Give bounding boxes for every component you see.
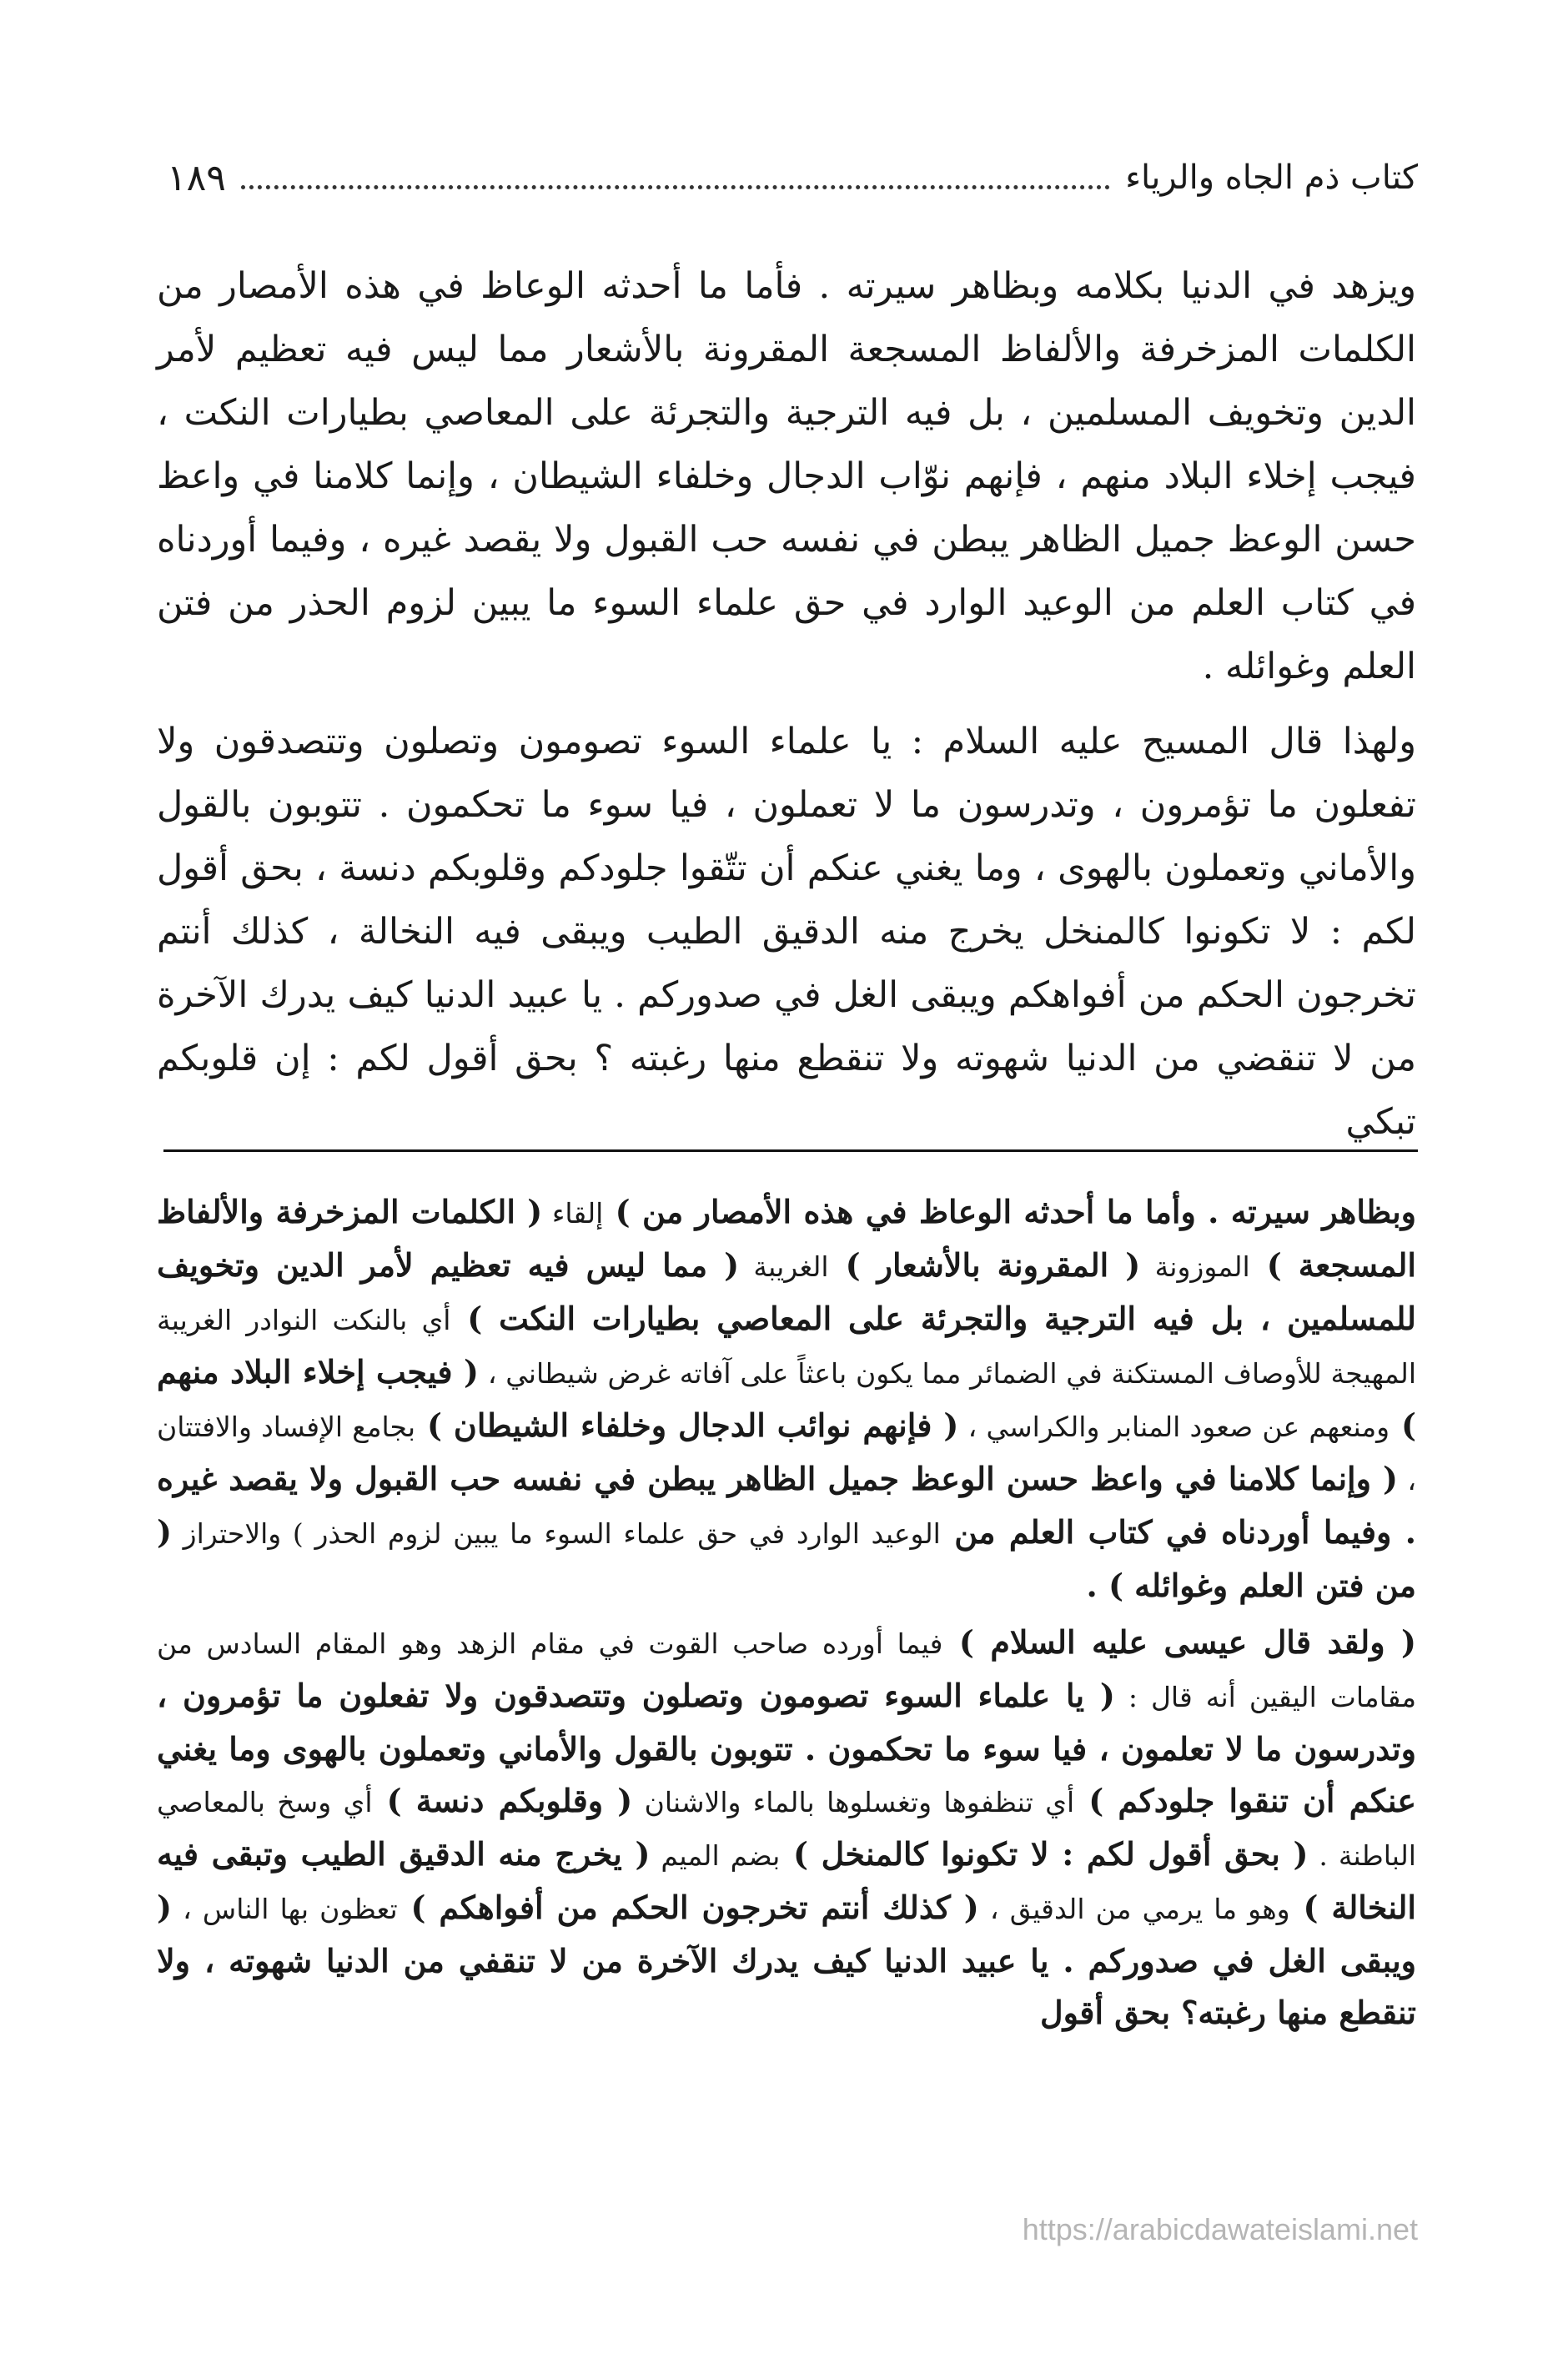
commentary-quote-segment: ( كذلك أنتم تخرجون الحكم من أفواهكم ): [397, 1889, 979, 1926]
commentary-quote-segment: ( بحق أقول لكم : لا تكونوا كالمنخل ): [780, 1835, 1309, 1873]
commentary-quote-segment: ( من فتن العلم وغوائله ) .: [157, 1513, 1416, 1604]
book-chapter-title: كتاب ذم الجاه والرياء: [1125, 158, 1418, 197]
commentary-explanation-segment: بضم الميم: [650, 1839, 781, 1872]
commentary-quote-segment: ( وقلوبكم دنسة ): [372, 1782, 633, 1819]
commentary-explanation-segment: والاحتراز: [171, 1517, 282, 1550]
commentary-paragraph-2: [157, 1617, 1416, 2039]
commentary-quote-segment: وبظاهر سيرته . وأما ما أحدثه الوعاظ في هذه الأمصار من ): [603, 1193, 1416, 1230]
page-number: ١٨٩: [167, 156, 226, 199]
commentary-quote-segment: ( يا علماء السوء تصومون وتصلون وتتصدقون ولا تفعلون ما تؤمرون ، وتدرسون ما لا تعلمون ، فيا سوء ما تحكمون . تتوبون بالقول والأماني وتعملون بالهوى وما يغني عنكم أن تنقوا جلودكم ): [157, 1677, 1416, 1819]
commentary-explanation-segment: أي وسخ بالمعاصي الباطنة .: [157, 1786, 1416, 1872]
main-paragraph-1: ويزهد في الدنيا بكلامه وبظاهر سيرته . فأما ما أحدثه الوعاظ في هذه الأمصار من الكلمات المزخرفة والألفاظ المسجعة المقرونة بالأشعار مما ليس فيه تعظيم لأمر الدين وتخويف المسلمين ، بل فيه الترجية والتجرئة على المعاصي بطيارات النكت ، فيجب إخلاء البلاد منهم ، فإنهم نوّاب الدجال وخلفاء الشيطان ، وإنما كلامنا في واعظ حسن الوعظ جميل الظاهر يبطن في نفسه حب القبول ولا يقصد غيره ، وفيما أوردناه في كتاب العلم من الوعيد الوارد في حق علماء السوء ما يبين لزوم الحذر من فتن العلم وغوائله .: [157, 265, 1416, 687]
commentary-explanation-segment: الوعيد الوارد في حق علماء السوء ما يبين لزوم الحذر ): [281, 1517, 941, 1550]
commentary-explanation-segment: أي بالنكت النوادر الغريبة المهيجة للأوصاف المستكنة في الضمائر مما يكون باعثاً على آفاته غرض شيطاني ،: [157, 1304, 1416, 1390]
commentary-explanation-segment: إلقاء: [542, 1197, 604, 1230]
running-header: [167, 148, 1418, 207]
commentary-explanation-segment: الموزونة: [1140, 1250, 1250, 1283]
commentary-paragraph-1: [157, 1186, 1416, 1612]
commentary-block: [157, 1186, 1416, 2039]
main-text-block: [157, 254, 1416, 1154]
commentary-quote-segment: ( وإنما كلامنا في واعظ حسن الوعظ جميل الظاهر يبطن في نفسه حب القبول ولا يقصد غيره . وفيما أوردناه في كتاب العلم من: [157, 1460, 1416, 1551]
footnote-divider: [163, 1149, 1418, 1152]
dot-leader: [241, 167, 1110, 189]
commentary-quote-segment: ( فإنهم نوائب الدجال وخلفاء الشيطان ): [415, 1406, 959, 1444]
commentary-explanation-segment: وهو ما يرمي من الدقيق ،: [978, 1893, 1290, 1925]
commentary-quote-segment: ( يخرج منه الدقيق الطيب وتبقى فيه النخالة ): [157, 1835, 1416, 1926]
commentary-quote-segment: ( مما ليس فيه تعظيم لأمر الدين وتخويف للمسلمين ، بل فيه الترجية والتجرئة على المعاصي بطيارات النكت ): [157, 1246, 1417, 1337]
commentary-quote-segment: ( الكلمات المزخرفة والألفاظ المسجعة ): [157, 1193, 1416, 1284]
commentary-explanation-segment: أي تنظفوها وتغسلوها بالماء والاشنان: [632, 1786, 1075, 1818]
commentary-explanation-segment: ومنعهم عن صعود المنابر والكراسي ،: [958, 1411, 1390, 1443]
website-watermark: https://arabicdawateislami.net: [1022, 2212, 1418, 2246]
commentary-explanation-segment: الغريبة: [739, 1250, 829, 1283]
commentary-quote-segment: ( ولقد قال عيسى عليه السلام ): [942, 1623, 1417, 1661]
commentary-explanation-segment: تعظون بها الناس ،: [171, 1893, 398, 1925]
commentary-explanation-segment: فيما أورده صاحب القوت في مقام الزهد وهو المقام السادس من مقامات اليقين أنه قال :: [157, 1627, 1416, 1713]
commentary-quote-segment: ( المقرونة بالأشعار ): [828, 1246, 1141, 1284]
commentary-explanation-segment: بجامع الإفساد والافتتان ،: [157, 1411, 1416, 1496]
commentary-quote-segment: ( ويبقى الغل في صدوركم . يا عبيد الدنيا كيف يدرك الآخرة من لا تنقفي من الدنيا شهوته ، ولا تنقطع منها رغبته؟ بحق أقول: [157, 1889, 1416, 2031]
main-paragraph-2: ولهذا قال المسيح عليه السلام : يا علماء السوء تصومون وتصلون وتتصدقون ولا تفعلون ما تؤمرون ، وتدرسون ما لا تعملون ، فيا سوء ما تحكمون . تتوبون بالقول والأماني وتعملون بالهوى ، وما يغني عنكم أن تتّقوا جلودكم وقلوبكم دنسة ، بحق أقول لكم : لا تكونوا كالمنخل يخرج منه الدقيق الطيب ويبقى فيه النخالة ، كذلك أنتم تخرجون الحكم من أفواهكم ويبقى الغل في صدوركم . يا عبيد الدنيا كيف يدرك الآخرة من لا تنقضي من الدنيا شهوته ولا تنقطع منها رغبته ؟ بحق أقول لكم : إن قلوبكم تبكي: [157, 721, 1416, 1143]
commentary-quote-segment: ( فيجب إخلاء البلاد منهم ): [157, 1353, 1416, 1444]
